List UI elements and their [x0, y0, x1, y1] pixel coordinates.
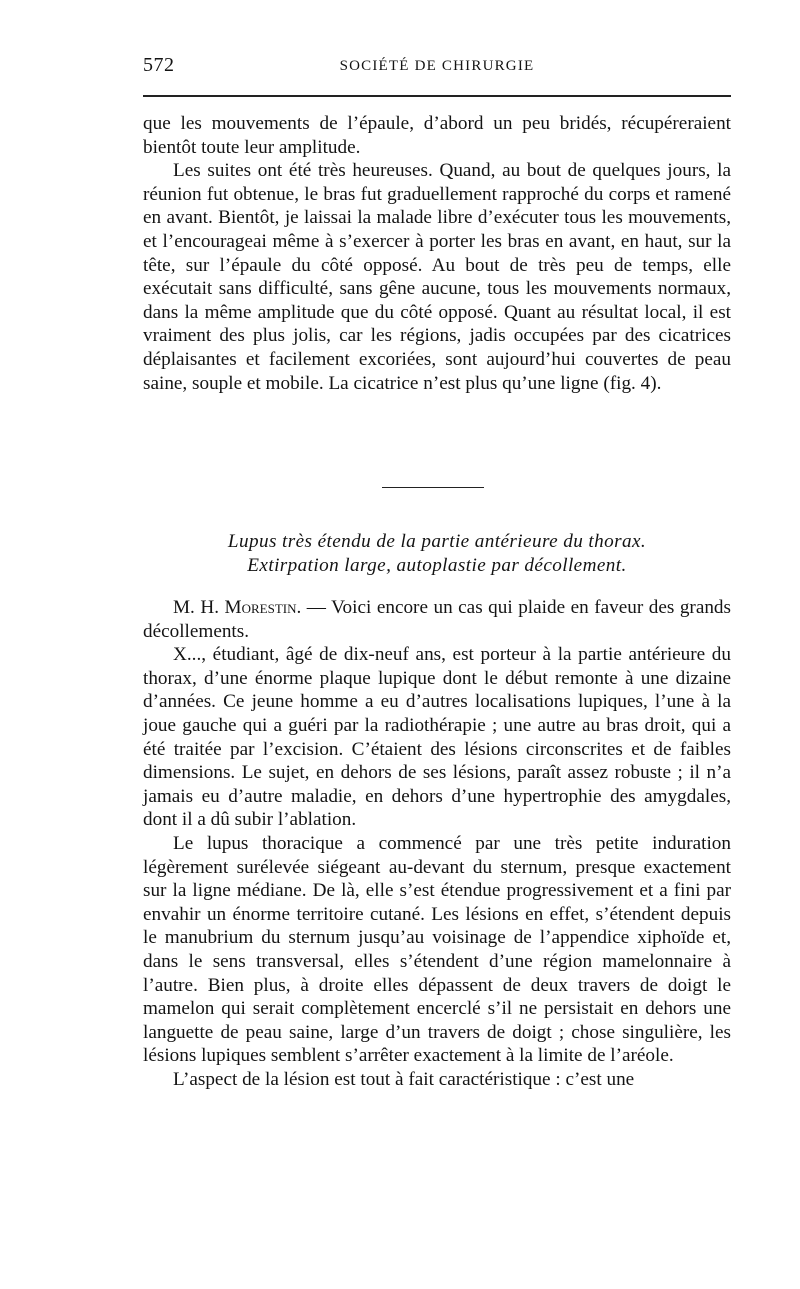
section-divider	[382, 487, 484, 488]
running-head: SOCIÉTÉ DE CHIRURGIE	[339, 58, 535, 74]
author-statement: — Voici encore un cas qui plaide en faveur des grands décollements.	[143, 597, 731, 642]
body-text-lower	[143, 596, 731, 1091]
section-title	[143, 530, 731, 578]
paragraph-patient: X..., étudiant, âgé de dix-neuf ans, est porteur à la partie antérieure du thorax, d’une énorme plaque lupique dont le début remonte à une dizaine d’années. Ce jeune homme a eu d’autres localisations lupiques, l’une à la joue gauche qui a guéri par la radiothérapie ; une autre au bras droit, qui a été traitée par l’excision. C’étaient des lésions circonscrites et de faibles dimensions. Le sujet, en dehors de ses lésions, paraît assez robuste ; il n’a jamais eu d’autre maladie, en dehors d’une hypertrophie des amygdales, dont il a dû subir l’ablation.	[143, 644, 731, 831]
paragraph-lupus-extent: Le lupus thoracique a commencé par une très petite induration légèrement surélevée siégeant au-devant du sternum, presque exactement sur la ligne médiane. De là, elle s’est étendue progressivement et a fini par envahir un énorme territoire cutané. Les lésions en effet, s’étendent depuis le manubrium du sternum jusqu’au voisinage de l’appendice xiphoïde et, dans le sens transversal, elles s’étendent d’une région mamelonnaire à l’autre. Bien plus, à droite elles dépassent de deux travers de doigt le mamelon qui serait complètement encerclé s’il ne persistait en dehors une languette de peau saine, large d’un travers de doigt ; chose singulière, les lésions lupiques semblent s’arrêter exactement à la limite de l’aréole.	[143, 832, 731, 1067]
paragraph-results: Les suites ont été très heureuses. Quand, au bout de quelques jours, la réunion fut obtenue, le bras fut graduellement rapproché du corps et ramené en avant. Bientôt, je laissai la malade libre d’exécuter tous les mouvements, et l’encourageai même à s’exercer à porter les bras en avant, en haut, sur la tête, sur l’épaule du côté opposé. Au bout de très peu de temps, elle exécutait sans difficulté, sans gêne aucune, tous les mouvements normaux, dans la même amplitude que du côté opposé. Quant au résultat local, il est vraiment des plus jolis, car les régions, jadis occupées par des cicatrices déplaisantes et facilement excoriées, sont aujourd’hui couvertes de peau saine, souple et mobile. La cicatrice n’est plus qu’une ligne (fig. 4).	[143, 160, 731, 394]
body-text-upper	[143, 112, 731, 395]
author-name: Morestin.	[224, 597, 302, 618]
paragraph-author-intro	[143, 596, 731, 643]
paragraph-lesion-aspect: L’aspect de la lésion est tout à fait caractéristique : c’est une	[173, 1068, 635, 1090]
page-header	[143, 54, 731, 84]
section-title-line-1: Lupus très étendu de la partie antérieure du thorax.	[227, 531, 647, 552]
paragraph-continued: que les mouvements de l’épaule, d’abord un peu bridés, récupéreraient bientôt toute leur amplitude.	[143, 113, 731, 158]
author-prefix: M. H.	[173, 597, 225, 618]
section-title-line-2: Extirpation large, autoplastie par décollement.	[247, 555, 627, 576]
header-rule	[143, 95, 731, 97]
page-number: 572	[143, 54, 175, 76]
